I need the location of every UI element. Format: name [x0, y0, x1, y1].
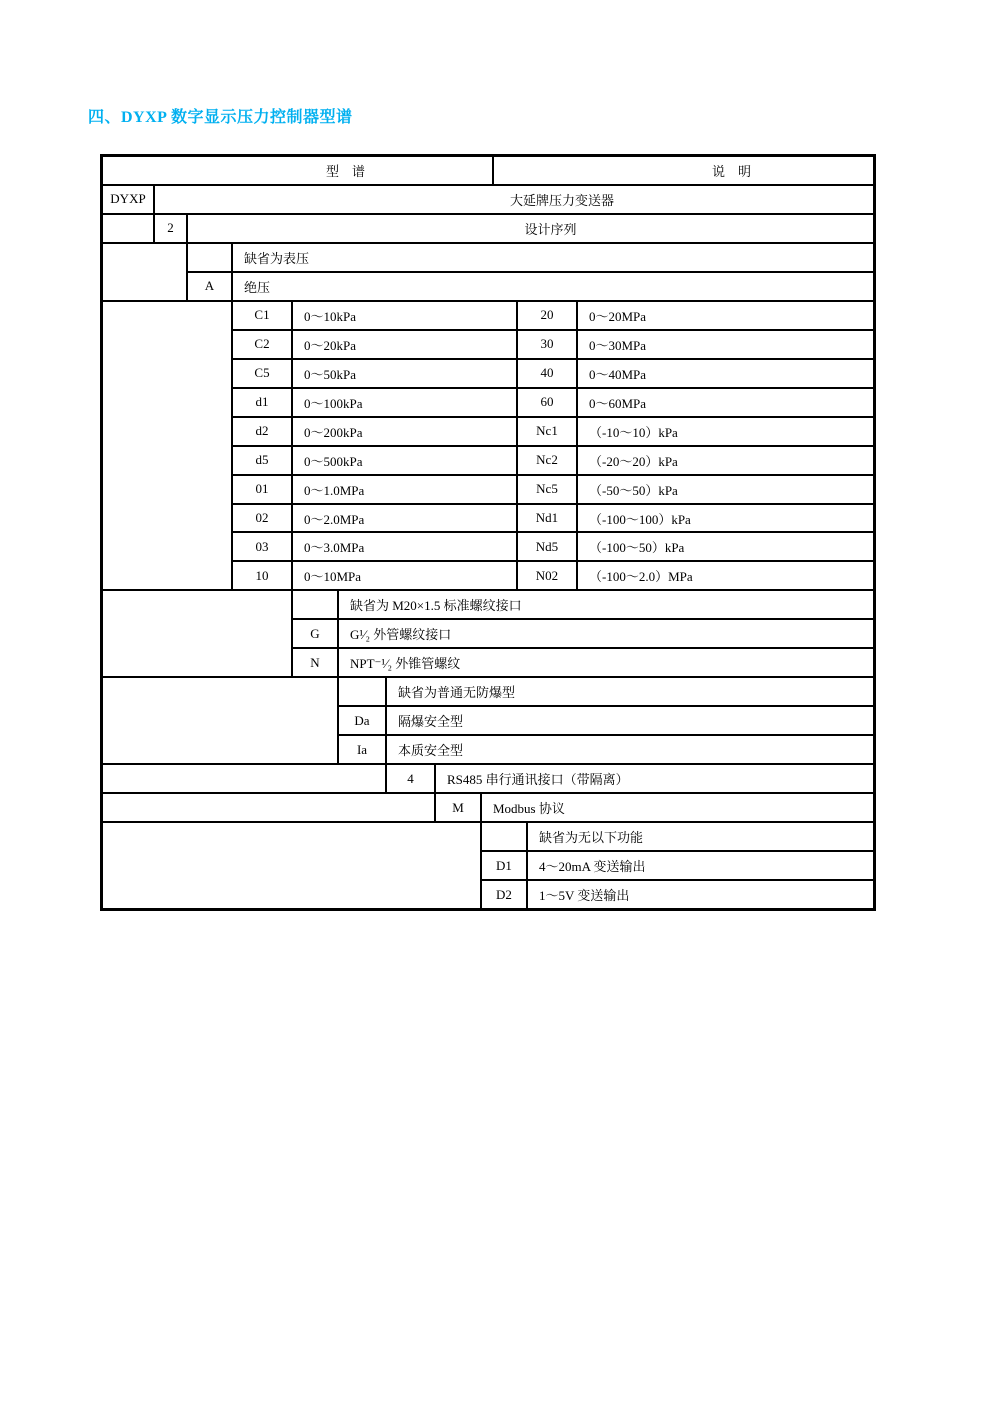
range-desc-cell: 0～100kPa — [293, 389, 516, 416]
range-code-cell: 60 — [518, 389, 576, 416]
spacer-cell — [103, 823, 480, 908]
range-code-cell: N02 — [518, 562, 576, 589]
output-code-cell — [482, 823, 526, 850]
header-model-cell: 型 谱 — [103, 157, 492, 184]
page-title: 四、DYXP 数字显示压力控制器型谱 — [88, 109, 353, 126]
range-code-cell: C5 — [233, 360, 291, 387]
range-desc-cell: （-10～10）kPa — [578, 418, 873, 445]
thread-code-cell: G — [293, 620, 337, 647]
range-desc-cell: （-100～50）kPa — [578, 533, 873, 560]
thread-code-cell — [293, 591, 337, 618]
range-desc-cell: （-100～100）kPa — [578, 505, 873, 532]
series-code-cell: DYXP — [103, 186, 153, 213]
output-desc-cell: 1～5V 变送输出 — [528, 881, 873, 908]
design-desc-cell: 设计序列 — [188, 215, 873, 242]
range-code-cell: Nc1 — [518, 418, 576, 445]
range-code-cell: Nc5 — [518, 476, 576, 503]
comm-code-cell: 4 — [387, 765, 434, 792]
range-code-cell: 10 — [233, 562, 291, 589]
output-desc-cell: 4～20mA 变送输出 — [528, 852, 873, 879]
explosion-code-cell: Da — [339, 707, 385, 734]
range-desc-cell: 0～10MPa — [293, 562, 516, 589]
header-desc-cell: 说 明 — [494, 157, 873, 184]
spacer-cell — [103, 302, 231, 590]
range-desc-cell: （-20～20）kPa — [578, 447, 873, 474]
output-desc-cell: 缺省为无以下功能 — [528, 823, 873, 850]
pressure-type-code-cell — [188, 244, 231, 271]
explosion-code-cell — [339, 678, 385, 705]
protocol-code-cell: M — [436, 794, 480, 821]
comm-desc-cell: RS485 串行通讯接口（带隔离） — [436, 765, 873, 792]
range-desc-cell: 0～2.0MPa — [293, 505, 516, 532]
protocol-desc-cell: Modbus 协议 — [482, 794, 873, 821]
range-desc-cell: 0～3.0MPa — [293, 533, 516, 560]
range-code-cell: Nc2 — [518, 447, 576, 474]
range-code-cell: C1 — [233, 302, 291, 329]
thread-desc-cell: G¹⁄₂ 外管螺纹接口 — [339, 620, 873, 647]
range-code-cell: 01 — [233, 476, 291, 503]
pressure-type-code-cell: A — [188, 273, 231, 300]
explosion-desc-cell: 缺省为普通无防爆型 — [387, 678, 873, 705]
output-code-cell: D1 — [482, 852, 526, 879]
range-desc-cell: 0～60MPa — [578, 389, 873, 416]
range-code-cell: 30 — [518, 331, 576, 358]
thread-code-cell: N — [293, 649, 337, 676]
spacer-cell — [103, 765, 385, 792]
range-desc-cell: （-100～2.0）MPa — [578, 562, 873, 589]
spacer-cell — [103, 244, 186, 300]
output-code-cell: D2 — [482, 881, 526, 908]
range-desc-cell: 0～200kPa — [293, 418, 516, 445]
model-spectrum-table — [100, 154, 876, 911]
explosion-desc-cell: 本质安全型 — [387, 736, 873, 763]
range-desc-cell: 0～10kPa — [293, 302, 516, 329]
thread-desc-cell: 缺省为 M20×1.5 标准螺纹接口 — [339, 591, 873, 618]
range-desc-cell: 0～40MPa — [578, 360, 873, 387]
range-desc-cell: 0～20kPa — [293, 331, 516, 358]
spacer-cell — [103, 591, 291, 676]
range-code-cell: 03 — [233, 533, 291, 560]
range-code-cell: C2 — [233, 331, 291, 358]
series-desc-cell: 大延牌压力变送器 — [155, 186, 873, 213]
range-desc-cell: 0～20MPa — [578, 302, 873, 329]
range-code-cell: 20 — [518, 302, 576, 329]
explosion-desc-cell: 隔爆安全型 — [387, 707, 873, 734]
range-code-cell: d5 — [233, 447, 291, 474]
range-code-cell: Nd5 — [518, 533, 576, 560]
pressure-type-desc-cell: 缺省为表压 — [233, 244, 873, 271]
range-code-cell: d2 — [233, 418, 291, 445]
range-desc-cell: （-50～50）kPa — [578, 476, 873, 503]
range-desc-cell: 0～30MPa — [578, 331, 873, 358]
spacer-cell — [103, 215, 153, 242]
range-desc-cell: 0～50kPa — [293, 360, 516, 387]
range-desc-cell: 0～1.0MPa — [293, 476, 516, 503]
thread-desc-cell: NPT⁻¹⁄₂ 外锥管螺纹 — [339, 649, 873, 676]
design-code-cell: 2 — [155, 215, 186, 242]
range-code-cell: Nd1 — [518, 505, 576, 532]
explosion-code-cell: Ia — [339, 736, 385, 763]
pressure-type-desc-cell: 绝压 — [233, 273, 873, 300]
spacer-cell — [103, 678, 337, 763]
range-desc-cell: 0～500kPa — [293, 447, 516, 474]
range-code-cell: d1 — [233, 389, 291, 416]
spacer-cell — [103, 794, 434, 821]
range-code-cell: 02 — [233, 505, 291, 532]
range-code-cell: 40 — [518, 360, 576, 387]
